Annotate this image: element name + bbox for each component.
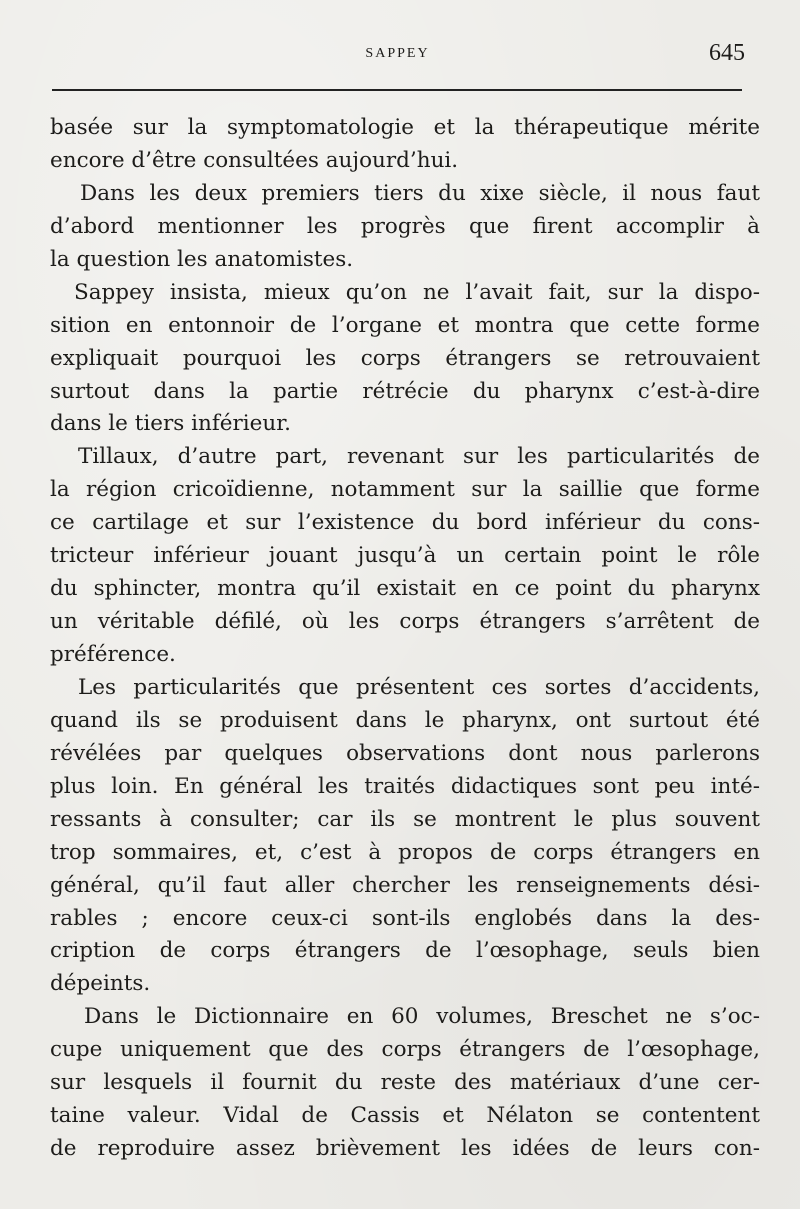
- text-line: sition en entonnoir de l’organe et montra que cette forme: [50, 312, 760, 338]
- text-line: préférence.: [50, 642, 176, 667]
- text-line: tricteur inférieur jouant jusqu’à un certain point le rôle: [50, 543, 760, 569]
- text-line: la question les anatomistes.: [50, 246, 354, 272]
- text-line: expliquait pourquoi les corps étrangers se retrouvaient: [50, 345, 760, 371]
- text-line: d’abord mentionner les progrès que firent accomplir à: [50, 213, 760, 239]
- text-line: de reproduire assez brièvement les idées de leurs con-: [50, 1136, 760, 1162]
- text-line: du sphincter, montra qu’il existait en ce point du pharynx: [50, 576, 760, 602]
- text-line: cupe uniquement que des corps étrangers de l’œsophage,: [50, 1037, 760, 1063]
- text-line: ressants à consulter; car ils se montrent le plus souvent: [50, 806, 760, 832]
- text-line: un véritable défilé, où les corps étrangers s’arrêtent de: [50, 609, 760, 635]
- page-number: 645: [709, 40, 745, 66]
- header-rule: [52, 89, 742, 91]
- body-text: [50, 112, 760, 1166]
- text-line: cription de corps étrangers de l’œsophage, seuls bien: [50, 938, 760, 964]
- text-line: basée sur la symptomatologie et la thérapeutique mérite: [50, 115, 760, 140]
- text-line: dans le tiers inférieur.: [50, 411, 291, 437]
- text-line: rables ; encore ceux-ci sont-ils englobés dans la des-: [50, 905, 760, 931]
- text-line: Les particularités que présentent ces sortes d’accidents,: [78, 674, 760, 700]
- text-line: surtout dans la partie rétrécie du pharynx c’est-à-dire: [50, 378, 760, 404]
- running-head: SAPPEY: [365, 46, 430, 61]
- text-line: plus loin. En général les traités didactiques sont peu inté-: [50, 773, 760, 799]
- text-line: Dans le Dictionnaire en 60 volumes, Breschet ne s’oc-: [84, 1004, 760, 1030]
- text-line: Sappey insista, mieux qu’on ne l’avait fait, sur la dispo-: [74, 279, 760, 305]
- text-line: taine valeur. Vidal de Cassis et Nélaton se contentent: [50, 1103, 760, 1129]
- text-line: Tillaux, d’autre part, revenant sur les particularités de: [78, 444, 760, 470]
- text-line: révélées par quelques observations dont nous parlerons: [50, 740, 760, 766]
- page-header: [50, 40, 745, 70]
- text-line: la région cricoïdienne, notamment sur la saillie que forme: [50, 477, 760, 503]
- text-line: ce cartilage et sur l’existence du bord inférieur du cons-: [50, 510, 760, 536]
- text-line: général, qu’il faut aller chercher les renseignements dési-: [50, 872, 760, 898]
- text-line: trop sommaires, et, c’est à propos de corps étrangers en: [50, 839, 760, 865]
- text-line: quand ils se produisent dans le pharynx, ont surtout été: [50, 707, 760, 733]
- text-line: sur lesquels il fournit du reste des matériaux d’une cer-: [50, 1070, 760, 1096]
- text-line: Dans les deux premiers tiers du xixe siècle, il nous faut: [80, 180, 760, 206]
- text-line: dépeints.: [50, 971, 151, 997]
- text-line: encore d’être consultées aujourd’hui.: [50, 147, 459, 173]
